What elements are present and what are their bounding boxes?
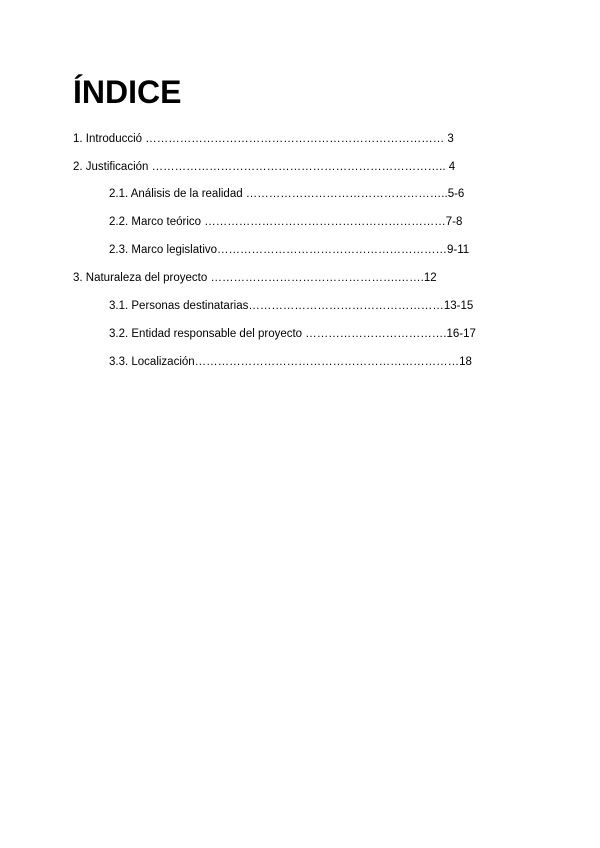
toc-entry-marco-legislativo: 2.3. Marco legislativo……………………………………………………9-11 <box>109 244 470 256</box>
toc-entry-naturaleza-proyecto: 3. Naturaleza del proyecto ………………………………………….…….12 <box>73 272 437 284</box>
page-title: ÍNDICE <box>73 74 182 110</box>
toc-entry-analisis-realidad: 2.1. Análisis de la realidad ……………………………………………..5-6 <box>109 188 465 200</box>
toc-entry-personas-destinatarias: 3.1. Personas destinatarias……………………………………………13-15 <box>109 300 474 312</box>
toc-entry-entidad-responsable: 3.2. Entidad responsable del proyecto ……………………………….16-17 <box>109 328 476 340</box>
toc-entry-localizacion: 3.3. Localización……………………………………………………………18 <box>109 356 472 368</box>
toc-entry-justificacion: 2. Justificación ………………………………………………………………….. 4 <box>73 161 456 173</box>
toc-entry-introduccion: 1. Introducció …………………………………………………………………… 3 <box>73 133 454 145</box>
toc-entry-marco-teorico: 2.2. Marco teórico ………………………………………………………7-8 <box>109 216 463 228</box>
